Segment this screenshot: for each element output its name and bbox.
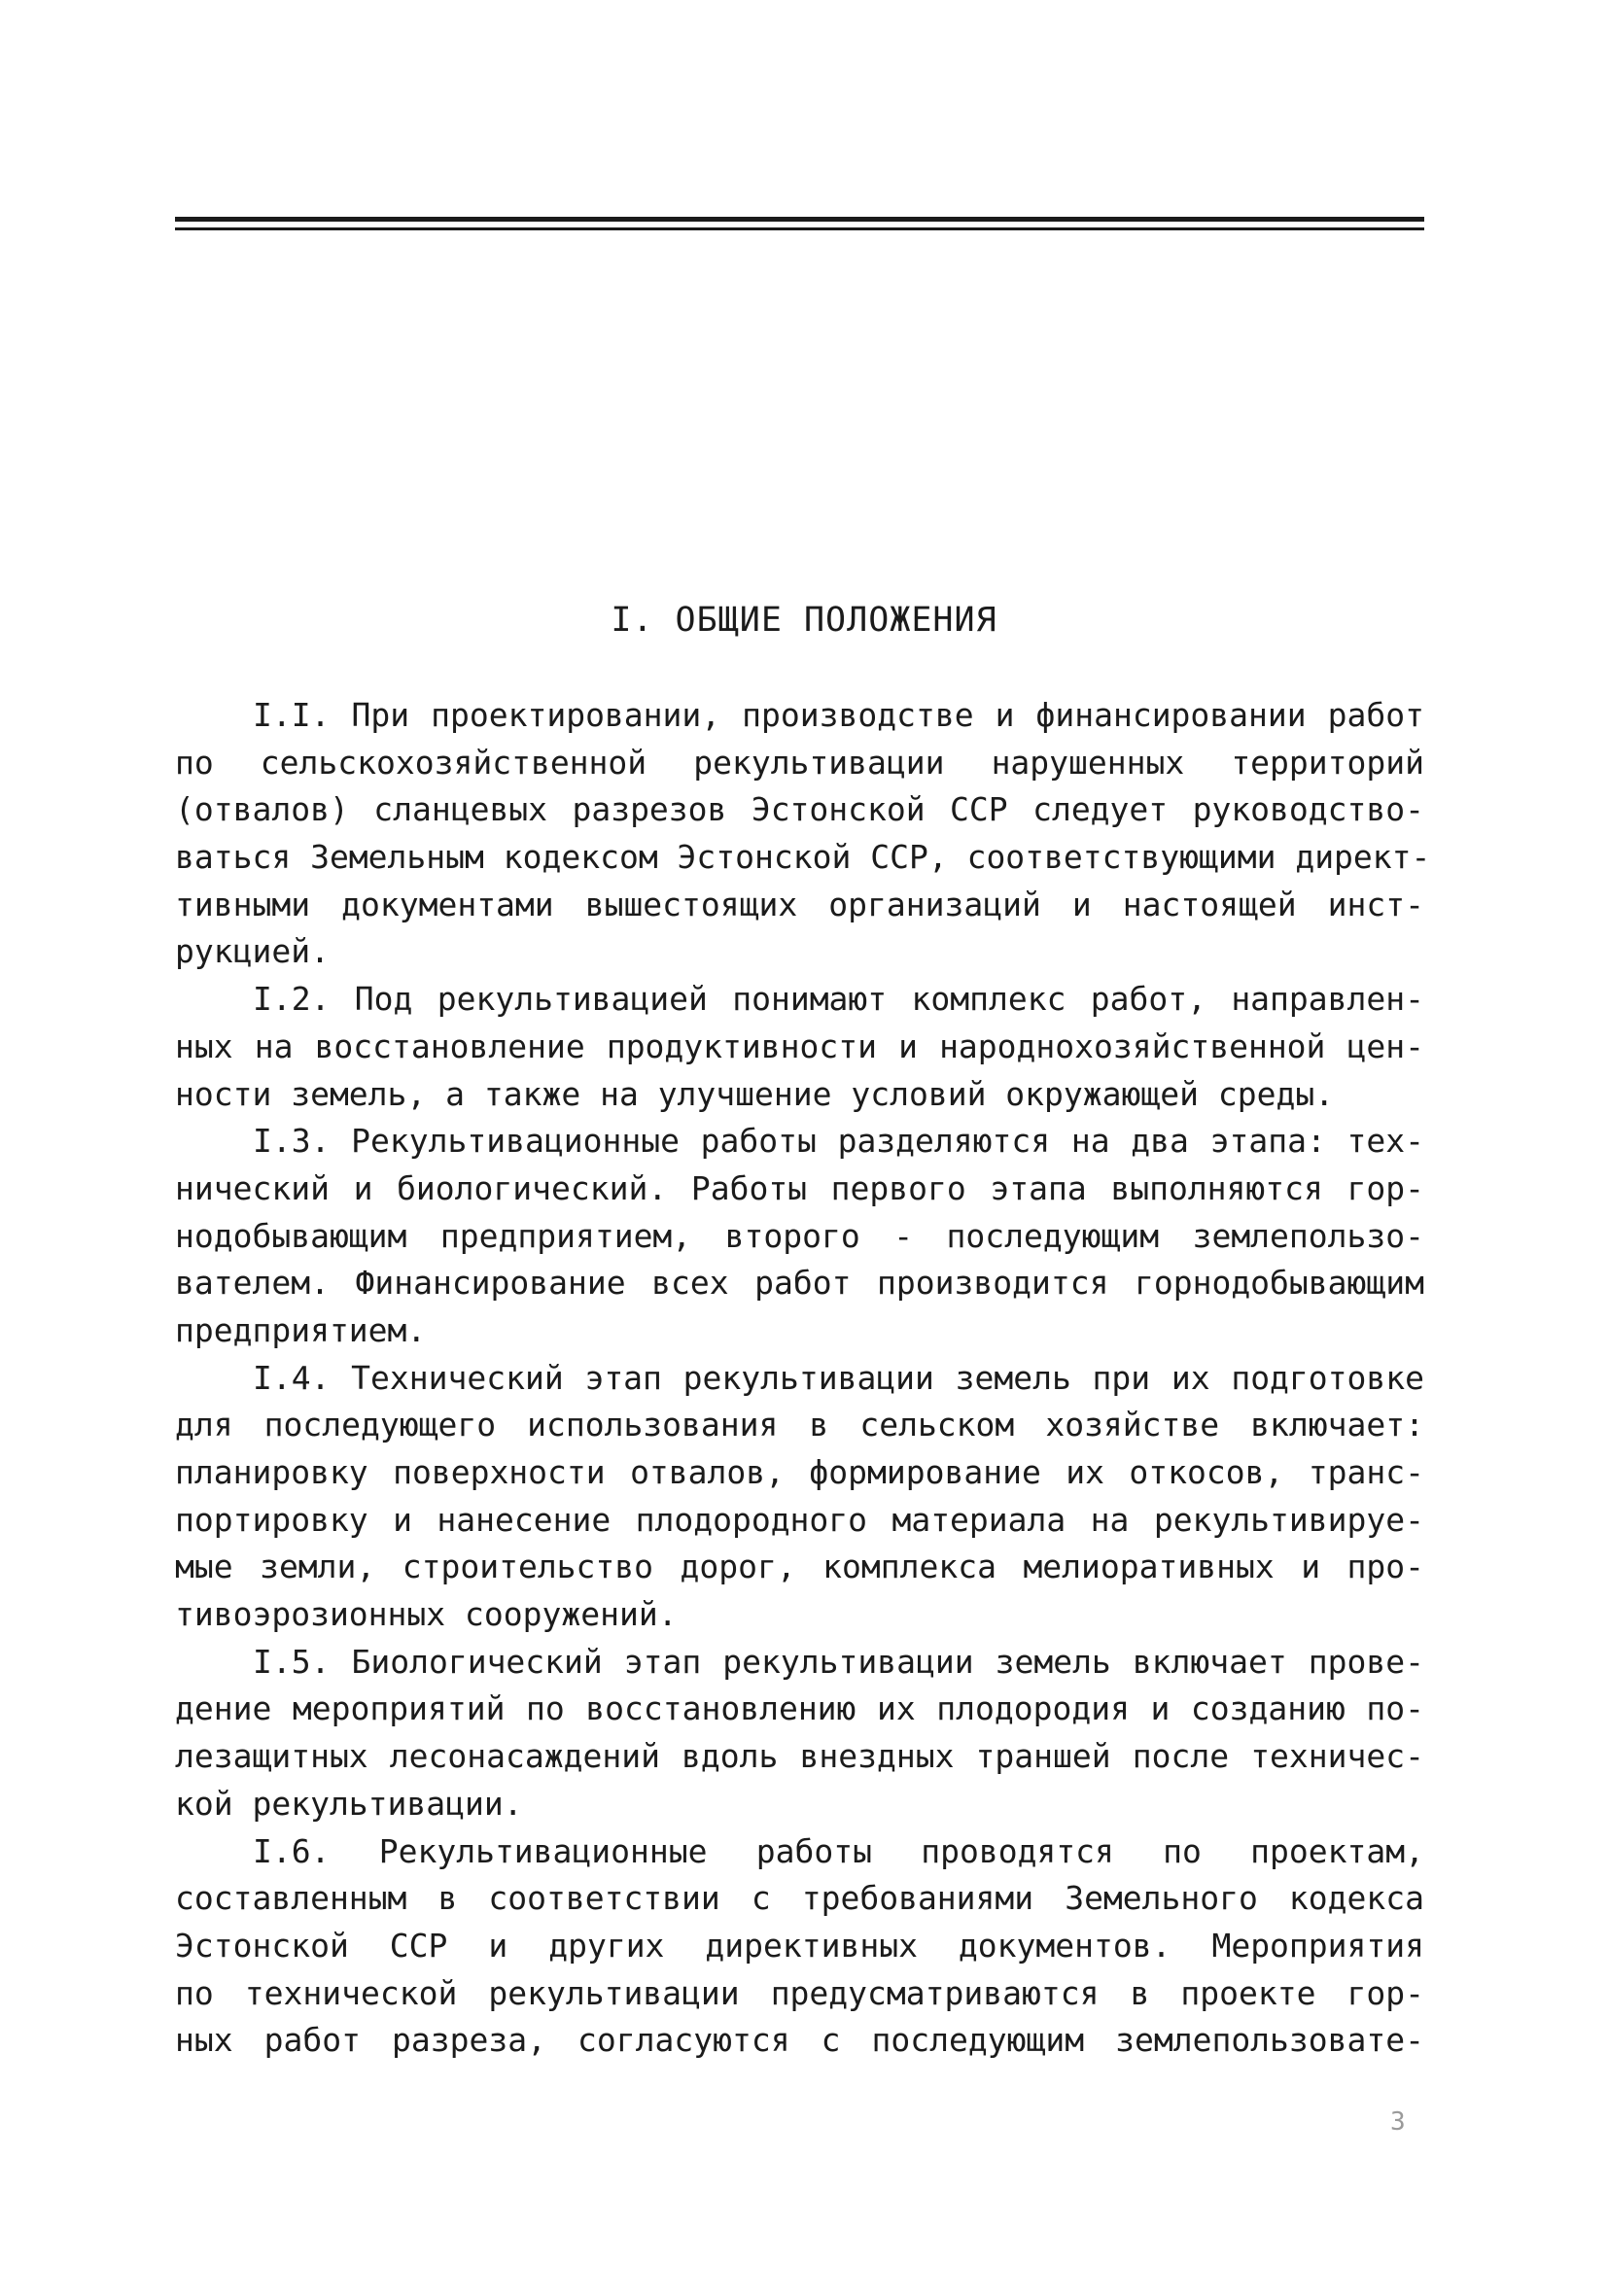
text-line: I.6. Рекультивационные работы проводятся по проектам,: [253, 1831, 1424, 1870]
text-line: лезащитных лесонасаждений вдоль внездных траншей после техничес-: [175, 1737, 1424, 1776]
section-heading: I. ОБЩИЕ ПОЛОЖЕНИЯ: [611, 601, 997, 640]
text-line: рукцией.: [175, 932, 330, 971]
text-line: тивными документами вышестоящих организаций и настоящей инст-: [175, 885, 1424, 923]
text-line: I.2. Под рекультивацией понимают комплекс работ, направлен-: [253, 980, 1424, 1019]
text-line: тивоэрозионных сооружений.: [175, 1595, 678, 1634]
text-line: по сельскохозяйственной рекультивации нарушенных территорий: [175, 743, 1424, 782]
text-line: ных работ разреза, согласуются с последующим землепользовате-: [175, 2021, 1424, 2060]
page-number: 3: [1390, 2107, 1406, 2137]
text-line: мые земли, строительство дорог, комплекса мелиоративных и про-: [175, 1548, 1424, 1586]
text-line: Эстонской ССР и других директивных документов. Мероприятия: [175, 1926, 1424, 1965]
text-line: планировку поверхности отвалов, формирование их откосов, транс-: [175, 1453, 1424, 1491]
text-line: портировку и нанесение плодородного материала на рекультивируе-: [175, 1500, 1424, 1539]
text-line: кой рекультивации.: [175, 1784, 523, 1823]
text-line: ных на восстановление продуктивности и народнохозяйственной цен-: [175, 1026, 1424, 1065]
header-rule-thick: [175, 217, 1424, 222]
text-line: (отвалов) сланцевых разрезов Эстонской ССР следует руководство-: [175, 790, 1424, 829]
text-line: дение мероприятий по восстановлению их плодородия и созданию по-: [175, 1689, 1424, 1728]
text-line: составленным в соответствии с требованиями Земельного кодекса: [175, 1879, 1424, 1918]
text-line: I.3. Рекультивационные работы разделяются на два этапа: тех-: [253, 1122, 1424, 1161]
text-line: для последующего использования в сельском хозяйстве включает:: [175, 1406, 1424, 1444]
text-line: I.I. При проектировании, производстве и финансировании работ: [253, 696, 1424, 734]
body-text: [175, 692, 1431, 2065]
header-rule-thin: [175, 227, 1424, 230]
text-line: I.5. Биологический этап рекультивации земель включает прове-: [253, 1642, 1424, 1681]
text-line: ности земель, а также на улучшение условий окружающей среды.: [175, 1074, 1335, 1113]
text-line: предприятием.: [175, 1310, 427, 1349]
text-line: I.4. Технический этап рекультивации земель при их подготовке: [253, 1358, 1424, 1397]
text-line: по технической рекультивации предусматриваются в проекте гор-: [175, 1973, 1424, 2012]
text-line: нодобывающим предприятием, второго - последующим землепользо-: [175, 1216, 1424, 1255]
text-line: ваться Земельным кодексом Эстонской ССР, соответствующими директ-: [175, 838, 1431, 877]
text-line: вателем. Финансирование всех работ производится горнодобывающим: [175, 1264, 1424, 1303]
text-line: нический и биологический. Работы первого этапа выполняются гор-: [175, 1168, 1424, 1207]
